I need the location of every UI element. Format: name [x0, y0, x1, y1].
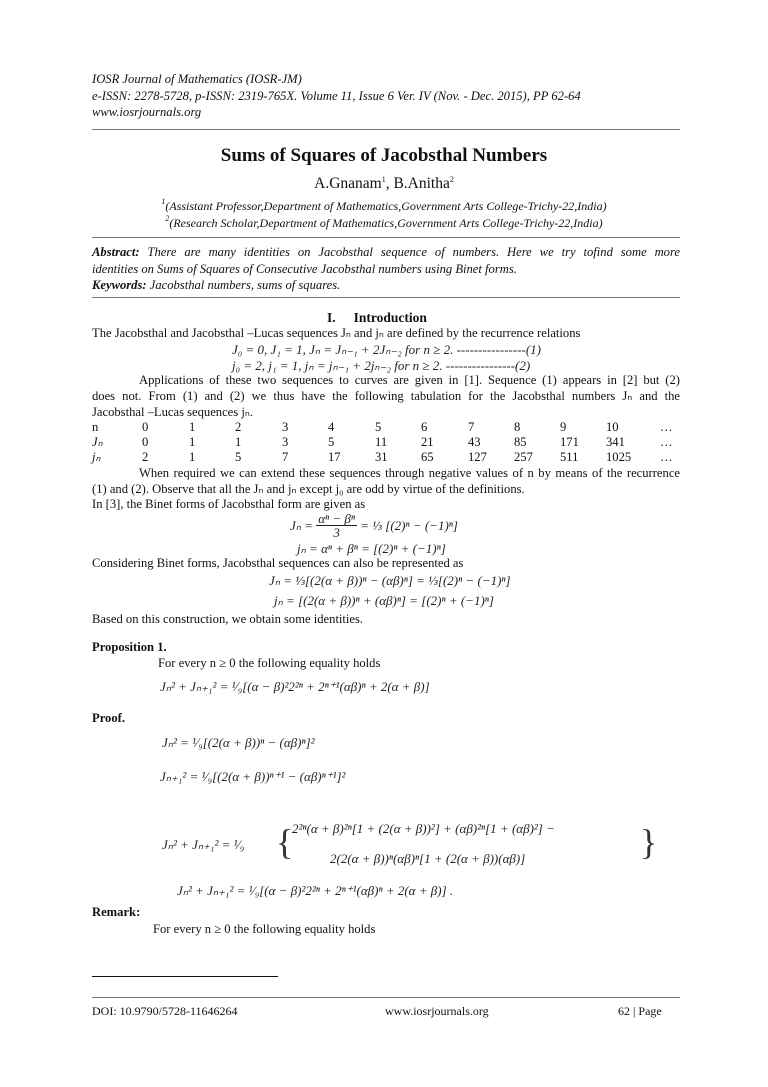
- affiliation-1: [0, 197, 768, 213]
- table-cell: 65: [421, 450, 434, 464]
- intro-paragraph-6: Based on this construction, we obtain some identities.: [92, 612, 364, 626]
- table-cell: 257: [514, 450, 533, 464]
- proof-equation-3-lhs: Jₙ² + Jₙ₊₁² = ¹⁄₉: [162, 837, 245, 852]
- table-cell: 5: [328, 435, 335, 449]
- affiliation-2: [0, 214, 768, 230]
- keywords-label: Keywords:: [92, 278, 147, 292]
- intro-paragraph-2-line-3: Jacobsthal –Lucas sequences jₙ.: [92, 405, 253, 419]
- header-rule: [92, 129, 680, 130]
- journal-issn: e-ISSN: 2278-5728, p-ISSN: 2319-765X. Volume 11, Issue 6 Ver. IV (Nov. - Dec. 2015), PP 62-64: [92, 89, 581, 103]
- proposition-text: For every n ≥ 0 the following equality holds: [158, 656, 381, 670]
- abstract-bottom-rule: [92, 297, 680, 298]
- intro-paragraph-3-line-1: When required we can extend these sequences through negative values of n by means of the recurrence: [139, 466, 680, 480]
- table-cell: 17: [328, 450, 341, 464]
- proof-equation-3-row-2: 2(2(α + β))ⁿ(αβ)ⁿ[1 + (2(α + β))(αβ)]: [330, 851, 526, 866]
- table-cell: 1: [189, 420, 196, 434]
- journal-name: IOSR Journal of Mathematics (IOSR-JM): [92, 72, 302, 86]
- intro-paragraph-2-line-1: Applications of these two sequences to curves are given in [1]. Sequence (1) appears in [2] but (2): [139, 373, 680, 387]
- footnote-rule: [92, 976, 278, 977]
- affil-1-sup: 1: [161, 197, 166, 206]
- table-row-label: jₙ: [92, 450, 101, 464]
- proof-label: Proof.: [92, 711, 125, 725]
- table-cell: 9: [560, 420, 567, 434]
- table-cell: 1: [189, 435, 196, 449]
- section-title: Introduction: [353, 310, 427, 325]
- table-cell: 4: [328, 420, 335, 434]
- section-number: I.: [327, 310, 336, 325]
- affil-1-text: (Assistant Professor,Department of Mathematics,Government Arts College-Trichy-22,India): [165, 199, 607, 213]
- section-heading: [327, 311, 427, 325]
- table-cell: 8: [514, 420, 521, 434]
- intro-paragraph-5: Considering Binet forms, Jacobsthal sequences can also be represented as: [92, 556, 464, 570]
- intro-paragraph-2-line-2: does not. From (1) and (2) we thus have the following tabulation for the Jacobsthal numbers Jₙ and the: [92, 389, 680, 403]
- binet-equation-1: [290, 512, 458, 539]
- table-cell: 511: [560, 450, 579, 464]
- table-row-label: Jₙ: [92, 435, 103, 449]
- abstract-top-rule: [92, 237, 680, 238]
- table-cell: 0: [142, 435, 149, 449]
- abstract-line-1: [92, 246, 680, 259]
- table-cell: 0: [142, 420, 149, 434]
- table-cell: 6: [421, 420, 428, 434]
- proposition-label: Proposition 1.: [92, 640, 167, 654]
- keywords-text: Jacobsthal numbers, sums of squares.: [149, 278, 341, 292]
- table-cell: 2: [142, 450, 149, 464]
- footer-doi: DOI: 10.9790/5728-11646264: [92, 1004, 238, 1018]
- representation-1: Jₙ = ⅓[(2(α + β))ⁿ − (αβ)ⁿ] = ⅓[(2)ⁿ − (−1)ⁿ]: [269, 573, 511, 588]
- intro-paragraph-3-line-2: (1) and (2). Observe that all the Jₙ and jₙ except j₀ are odd by virtue of the definitions.: [92, 482, 525, 496]
- binet-equation-2: jₙ = αⁿ + βⁿ = [(2)ⁿ + (−1)ⁿ]: [297, 541, 446, 556]
- table-cell: …: [660, 450, 673, 464]
- table-cell: 5: [375, 420, 382, 434]
- right-brace: }: [640, 822, 658, 862]
- authors: [0, 176, 768, 192]
- table-cell: 5: [235, 450, 242, 464]
- table-cell: 1: [235, 435, 242, 449]
- table-cell: 171: [560, 435, 579, 449]
- left-brace: {: [276, 822, 294, 862]
- intro-paragraph-4: In [3], the Binet forms of Jacobsthal form are given as: [92, 497, 366, 511]
- affil-2-sup: 2: [165, 214, 170, 223]
- binet-1-fraction: [316, 512, 357, 539]
- journal-website: www.iosrjournals.org: [92, 105, 202, 119]
- table-cell: 2: [235, 420, 242, 434]
- table-cell: 10: [606, 420, 619, 434]
- proof-equation-1: Jₙ² = ¹⁄₉[(2(α + β))ⁿ − (αβ)ⁿ]²: [162, 735, 315, 750]
- table-cell: 3: [282, 435, 289, 449]
- remark-text: For every n ≥ 0 the following equality holds: [153, 922, 376, 936]
- table-cell: 11: [375, 435, 388, 449]
- table-row-label: n: [92, 420, 99, 434]
- table-cell: 21: [421, 435, 434, 449]
- table-cell: 341: [606, 435, 625, 449]
- table-cell: 3: [282, 420, 289, 434]
- equation-2: j₀ = 2, j₁ = 1, jₙ = jₙ₋₁ + 2jₙ₋₂ for n ≥ 2. ----------------(2): [232, 358, 531, 373]
- footer-website[interactable]: www.iosrjournals.org: [385, 1004, 489, 1018]
- binet-1-rhs: = ⅓ [(2)ⁿ − (−1)ⁿ]: [360, 518, 458, 533]
- abstract-label: Abstract:: [92, 245, 140, 259]
- author-2-sup: 2: [449, 175, 454, 184]
- author-1: A.Gnanam: [314, 175, 382, 192]
- table-cell: 1025: [606, 450, 632, 464]
- binet-1-lhs: Jₙ =: [290, 518, 313, 533]
- author-sep: ,: [385, 175, 394, 192]
- table-cell: 7: [282, 450, 289, 464]
- footer-page-number: 62 | Page: [618, 1004, 662, 1018]
- paper-title: Sums of Squares of Jacobsthal Numbers: [220, 145, 548, 166]
- table-cell: 127: [468, 450, 487, 464]
- binet-1-denominator: 3: [333, 525, 340, 540]
- representation-2: jₙ = [(2(α + β))ⁿ + (αβ)ⁿ] = [(2)ⁿ + (−1)ⁿ]: [274, 593, 494, 608]
- proof-equation-3-row-1: 2²ⁿ(α + β)²ⁿ[1 + (2(α + β))²] + (αβ)²ⁿ[1 + (αβ)²] −: [292, 821, 555, 836]
- affil-2-text: (Research Scholar,Department of Mathematics,Government Arts College-Trichy-22,India): [169, 216, 603, 230]
- footer-rule: [92, 997, 680, 998]
- table-cell: …: [660, 420, 673, 434]
- binet-1-numerator: αⁿ − βⁿ: [318, 511, 355, 526]
- abstract-text-1: There are many identities on Jacobsthal sequence of numbers. Here we try tofind some more: [147, 245, 680, 259]
- intro-paragraph-1: The Jacobsthal and Jacobsthal –Lucas sequences Jₙ and jₙ are defined by the recurrence relations: [92, 326, 581, 340]
- table-cell: 85: [514, 435, 527, 449]
- proposition-equation: Jₙ² + Jₙ₊₁² = ¹⁄₉[(α − β)²2²ⁿ + 2ⁿ⁺¹(αβ)ⁿ + 2(α + β)]: [160, 679, 430, 694]
- author-2: B.Anitha: [393, 175, 450, 192]
- table-cell: 43: [468, 435, 481, 449]
- table-cell: …: [660, 435, 673, 449]
- keywords: [92, 279, 340, 292]
- author-1-sup: 1: [381, 175, 386, 184]
- table-cell: 1: [189, 450, 196, 464]
- abstract-line-2: identities on Sums of Squares of Consecutive Jacobsthal numbers using Binet forms.: [92, 262, 517, 276]
- equation-1: J₀ = 0, J₁ = 1, Jₙ = Jₙ₋₁ + 2Jₙ₋₂ for n ≥ 2. ----------------(1): [232, 342, 542, 357]
- remark-label: Remark:: [92, 905, 141, 919]
- proof-equation-4: Jₙ² + Jₙ₊₁² = ¹⁄₉[(α − β)²2²ⁿ + 2ⁿ⁺¹(αβ)ⁿ + 2(α + β)] .: [177, 883, 454, 898]
- proof-equation-2: Jₙ₊₁² = ¹⁄₉[(2(α + β))ⁿ⁺¹ − (αβ)ⁿ⁺¹]²: [160, 769, 346, 784]
- table-cell: 31: [375, 450, 388, 464]
- table-cell: 7: [468, 420, 475, 434]
